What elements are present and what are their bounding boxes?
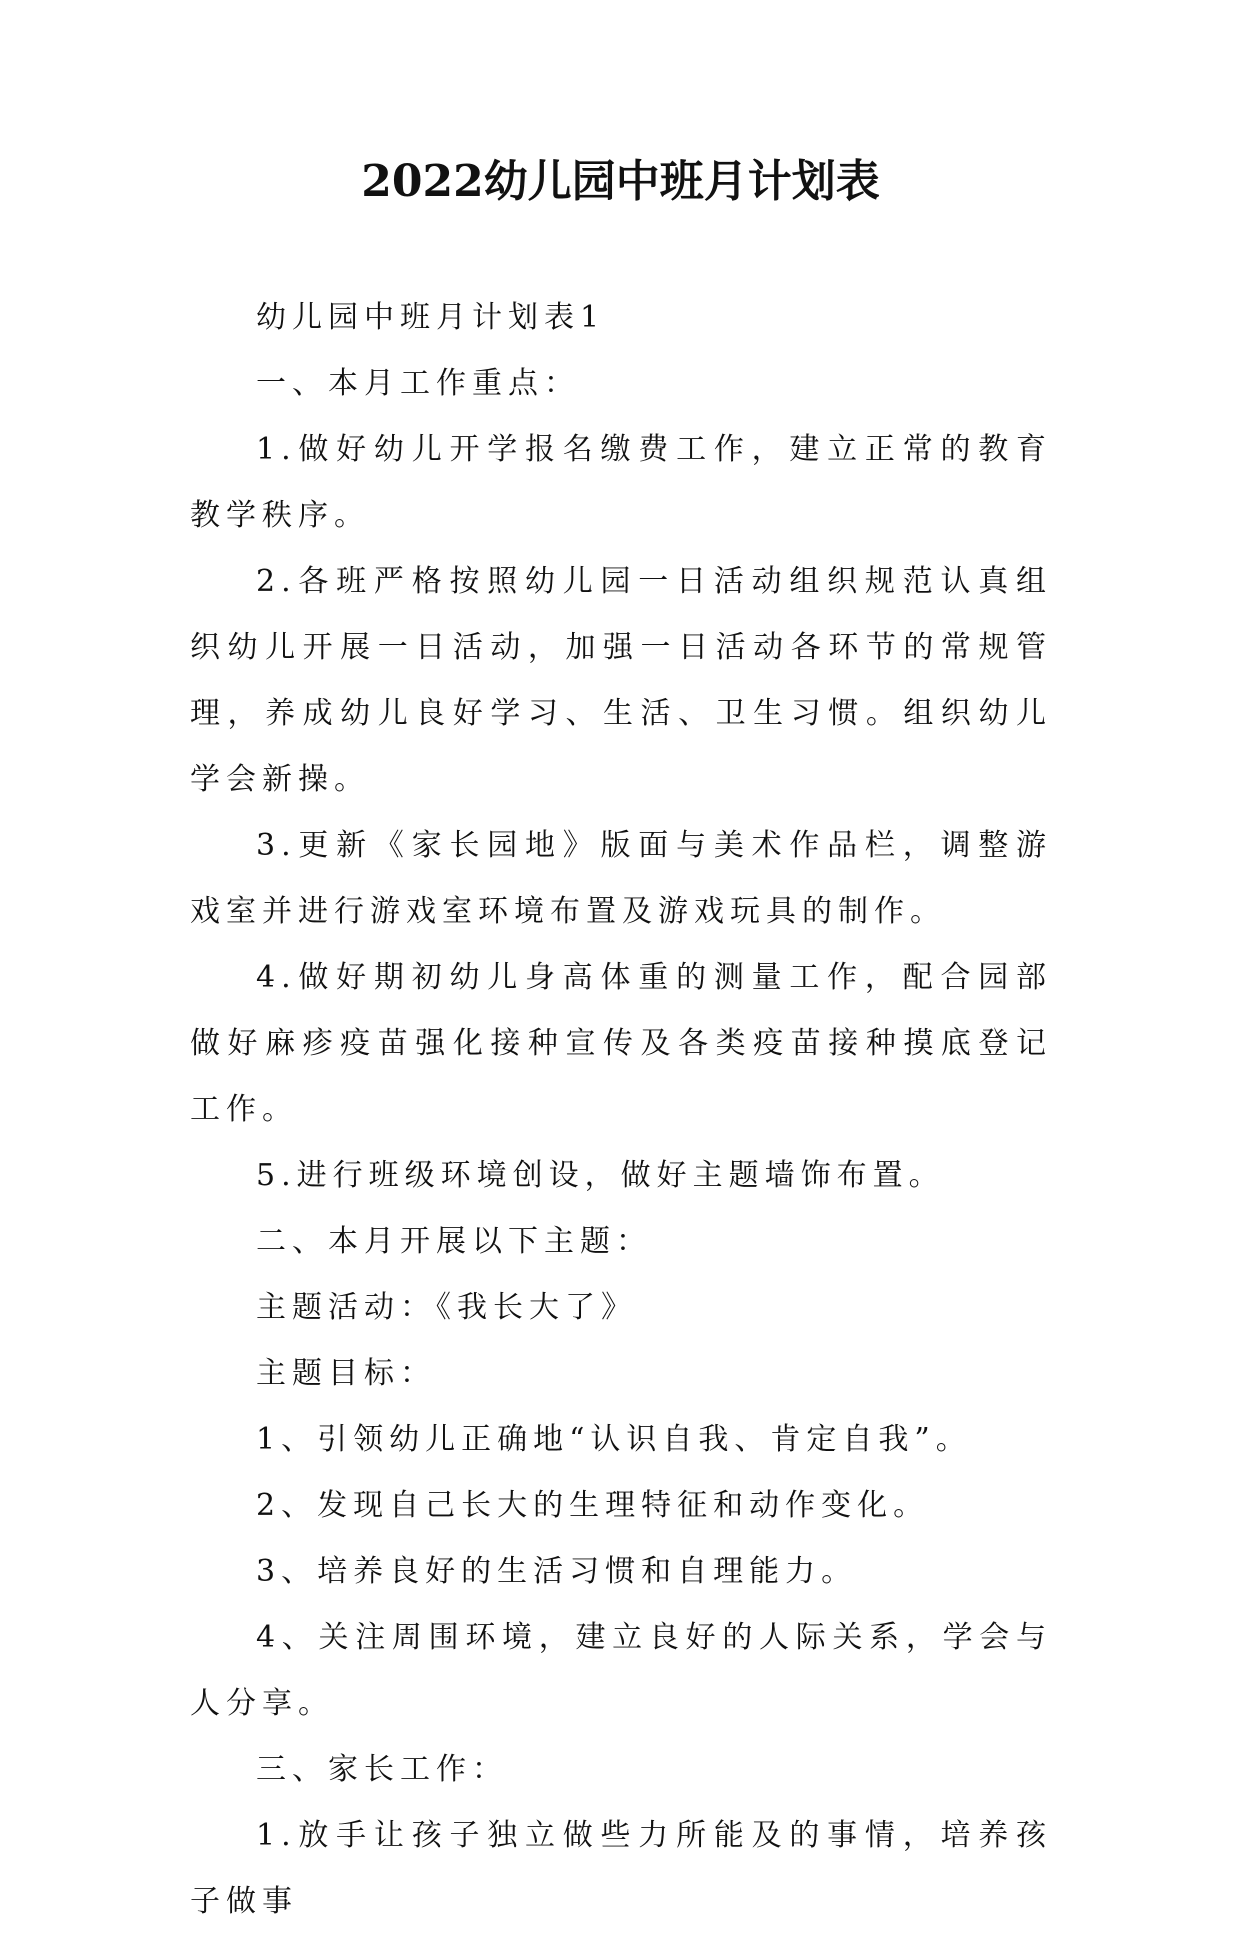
paragraph-parent-item-1: 1.放手让孩子独立做些力所能及的事情，培养孩子做事 (190, 1818, 1052, 1919)
paragraph-item-2: 2.各班严格按照幼儿园一日活动组织规范认真组织幼儿开展一日活动，加强一日活动各环节的常规管理，养成幼儿良好学习、生活、卫生习惯。组织幼儿学会新操。 (190, 564, 1052, 797)
document-title: 2022幼儿园中班月计划表 (361, 156, 880, 207)
paragraph-item-4: 4.做好期初幼儿身高体重的测量工作，配合园部做好麻疹疫苗强化接种宣传及各类疫苗接种摸底登记工作。 (190, 960, 1052, 1127)
paragraph-theme-activity: 主题活动：《我长大了》 (256, 1290, 637, 1325)
paragraph-section-2-heading: 二、本月开展以下主题： (256, 1224, 652, 1259)
paragraph-goal-3: 3、培养良好的生活习惯和自理能力。 (256, 1554, 858, 1589)
paragraph-goal-2: 2、发现自己长大的生理特征和动作变化。 (256, 1488, 930, 1523)
paragraph-goal-4: 4、关注周围环境，建立良好的人际关系，学会与人分享。 (190, 1620, 1052, 1721)
paragraph-item-5: 5.进行班级环境创设，做好主题墙饰布置。 (256, 1158, 945, 1193)
paragraph-goal-1: 1、引领幼儿正确地“认识自我、肯定自我”。 (256, 1422, 972, 1457)
paragraph-theme-goals-heading: 主题目标： (256, 1356, 436, 1391)
document-body (190, 285, 1052, 1935)
paragraph-section-1-heading: 一、本月工作重点： (256, 366, 580, 401)
paragraph-section-3-heading: 三、家长工作： (256, 1752, 508, 1787)
paragraph-plan-heading: 幼儿园中班月计划表1 (256, 300, 606, 335)
paragraph-item-1: 1.做好幼儿开学报名缴费工作，建立正常的教育教学秩序。 (190, 432, 1052, 533)
paragraph-item-3: 3.更新《家长园地》版面与美术作品栏，调整游戏室并进行游戏室环境布置及游戏玩具的制作。 (190, 828, 1052, 929)
